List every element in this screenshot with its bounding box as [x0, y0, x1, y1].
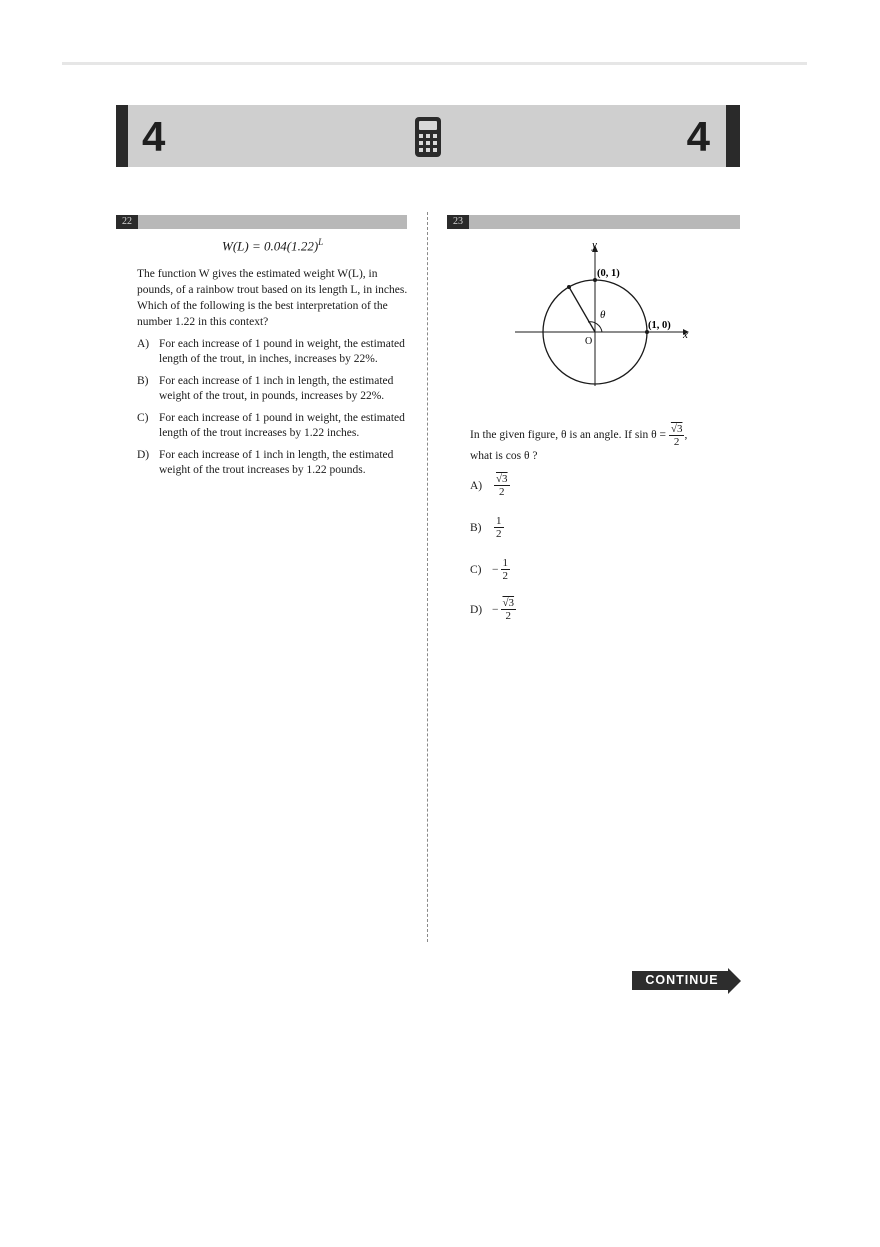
choice-letter: D): [137, 449, 150, 461]
stem-part1: In the given figure, θ is an angle. If sin θ =: [470, 429, 667, 442]
stem-part2: what is cos θ ?: [470, 450, 538, 462]
section-number-left: 4: [142, 113, 166, 160]
choice-23-c[interactable]: [470, 557, 510, 582]
formula-main: W(L) = 0.04(1.22): [222, 238, 319, 254]
choice-text: For each increase of 1 inch in length, the estimated weight of the trout, in pounds, increases by 22%.: [159, 375, 394, 402]
calculator-icon: [414, 116, 442, 158]
section-bar-left: [116, 105, 128, 167]
choice-23-b[interactable]: [470, 515, 504, 540]
frac-num: √3: [502, 597, 515, 609]
choice-sign: −: [492, 603, 499, 616]
formula-exponent: L: [318, 237, 324, 247]
radius-line: [569, 287, 595, 332]
question-22-choices: [137, 337, 407, 485]
choice-letter: D): [470, 603, 483, 616]
choice-letter: B): [470, 521, 482, 534]
question-22-stem: The function W gives the estimated weight W(L), in pounds, of a rainbow trout based on its length L, in inches. Which of the following is the best interpretation of the number 1.22 in this context?: [137, 268, 408, 328]
section-bar-right: [726, 105, 740, 167]
origin-label: O: [585, 336, 593, 347]
stem-comma: ,: [684, 429, 688, 442]
choice-letter: C): [137, 412, 149, 424]
continue-label: CONTINUE: [645, 973, 719, 987]
question-23-number: 23: [447, 215, 469, 229]
question-23-header: [447, 215, 740, 229]
section-number-right: 4: [686, 113, 710, 160]
theta-label: θ: [600, 309, 606, 321]
unit-circle-figure: [515, 238, 695, 410]
point-right-label: (1, 0): [648, 320, 671, 331]
top-rule: [62, 62, 807, 65]
choice-text: For each increase of 1 pound in weight, the estimated length of the trout increases by 1.22 inches.: [159, 412, 405, 439]
frac-num: 1: [496, 515, 502, 527]
frac-num: 1: [502, 557, 508, 569]
choice-fraction: [494, 515, 504, 540]
choice-letter: A): [470, 479, 483, 492]
choice-22-b[interactable]: [137, 374, 407, 403]
choice-23-d[interactable]: [470, 597, 516, 622]
stem-fraction: [669, 423, 688, 448]
choice-22-a[interactable]: [137, 337, 407, 366]
frac-den: 2: [502, 570, 508, 582]
section-header: [116, 105, 740, 167]
choice-sign: −: [492, 563, 499, 576]
continue-button[interactable]: [632, 968, 742, 994]
column-divider: [427, 212, 428, 942]
point-top-label: (0, 1): [597, 268, 620, 279]
frac-num: √3: [496, 473, 508, 485]
question-22-header: [116, 215, 407, 229]
frac-den: 2: [673, 436, 680, 448]
choice-text: For each increase of 1 inch in length, the estimated weight of the trout increases by 1.22 pounds.: [159, 449, 394, 476]
choice-23-a[interactable]: [470, 473, 510, 498]
frac-den: 2: [505, 610, 512, 622]
choice-text: For each increase of 1 pound in weight, the estimated length of the trout, in inches, increases by 22%.: [159, 338, 405, 365]
choice-22-d[interactable]: [137, 448, 407, 477]
question-22-number: 22: [116, 215, 138, 229]
choice-22-c[interactable]: [137, 411, 407, 440]
question-22-formula: [222, 237, 323, 254]
choice-fraction: [501, 597, 517, 622]
frac-den: 2: [499, 486, 505, 498]
choice-letter: C): [470, 563, 482, 576]
y-label: y: [592, 239, 597, 251]
frac-den: 2: [496, 528, 502, 540]
radius-point: [567, 285, 571, 289]
frac-num: √3: [670, 423, 683, 435]
x-label: x: [683, 329, 688, 341]
choice-letter: B): [137, 375, 149, 387]
choice-letter: A): [137, 338, 150, 350]
question-23-stem: [470, 423, 750, 464]
choice-fraction: [494, 473, 510, 498]
choice-fraction: [501, 557, 511, 582]
